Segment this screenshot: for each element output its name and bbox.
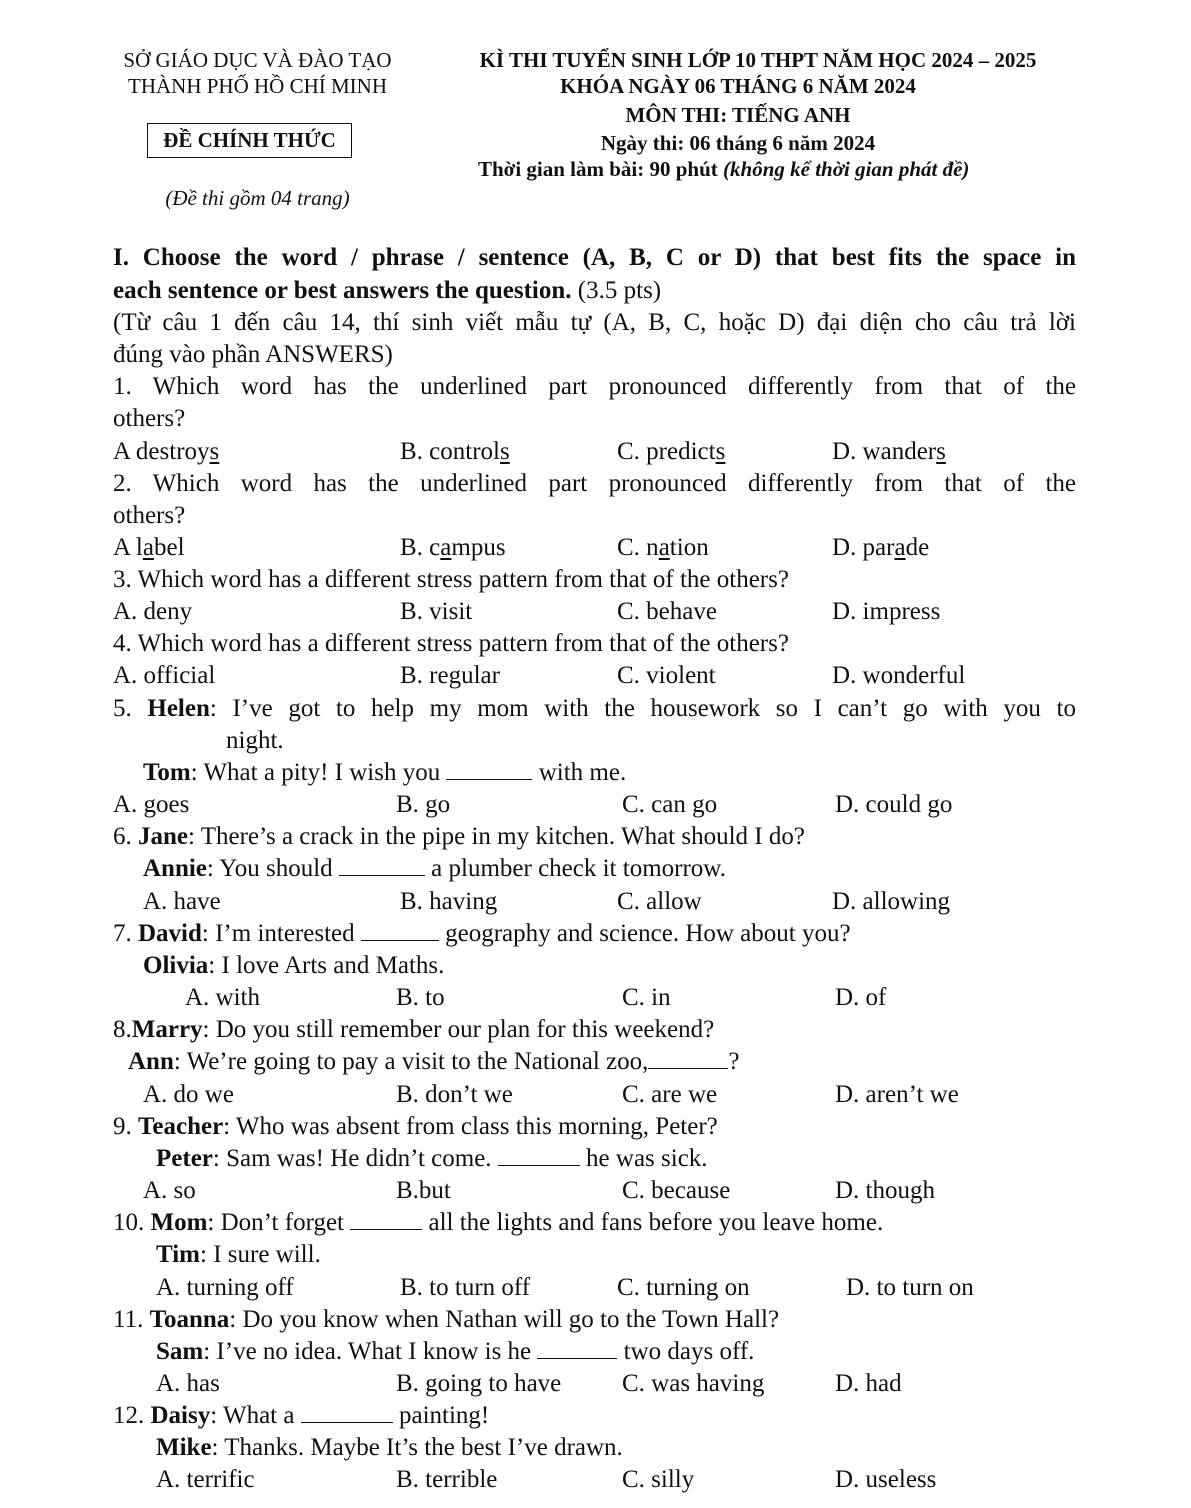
q5-line-1b: night. <box>226 727 284 754</box>
q5-speaker-helen: Helen <box>147 695 210 722</box>
q12-line-2: Mike: Thanks. Maybe It’s the best I’ve drawn. <box>156 1434 623 1461</box>
exam-time <box>478 157 969 182</box>
q9-option-b: B.but <box>396 1177 451 1204</box>
q2-option-c: C. nation <box>617 534 709 561</box>
q9-option-a: A. so <box>143 1177 196 1204</box>
q8-speaker-marry: Marry <box>131 1016 203 1043</box>
q5-line-2: Tom: What a pity! I wish you with me. <box>143 759 627 786</box>
q5-speaker-tom: Tom <box>143 759 191 786</box>
q5-option-d: D. could go <box>835 791 953 818</box>
q5-option-c: C. can go <box>622 791 718 818</box>
exam-time-note: (không kể thời gian phát đề) <box>723 157 970 181</box>
q9-line-1: 9. Teacher: Who was absent from class this morning, Peter? <box>113 1113 718 1140</box>
q12-option-c: C. silly <box>622 1466 695 1493</box>
q1-stem-line-1: 1. Which word has the underlined part pronounced differently from that of the <box>113 373 1076 400</box>
q8-line-1: 8.Marry: Do you still remember our plan for this weekend? <box>113 1016 715 1043</box>
q6-blank <box>339 857 425 876</box>
q12-speaker-mike: Mike <box>156 1434 212 1461</box>
q4-option-c: C. violent <box>617 662 716 689</box>
q7-option-c: C. in <box>622 984 671 1011</box>
q2-option-b: B. campus <box>400 534 506 561</box>
department-line-2: THÀNH PHỐ HỒ CHÍ MINH <box>128 74 387 98</box>
q6-line-2: Annie: You should a plumber check it tomorrow. <box>143 855 726 882</box>
q7-blank <box>361 922 439 941</box>
q10-option-a: A. turning off <box>156 1274 294 1301</box>
q9-option-d: D. though <box>835 1177 935 1204</box>
q2-option-d: D. parade <box>832 534 930 561</box>
section-title-line-2 <box>113 277 661 305</box>
q2-stem-line-2: others? <box>113 502 186 529</box>
q6-option-c: C. allow <box>617 888 702 915</box>
q1-option-c: C. predicts <box>617 438 726 465</box>
q9-blank <box>498 1147 580 1166</box>
q5-option-a: A. goes <box>113 791 190 818</box>
q8-speaker-ann: Ann <box>128 1048 174 1075</box>
q1-option-b: B. controls <box>400 438 510 465</box>
q10-blank <box>350 1211 422 1230</box>
exam-date: Ngày thi: 06 tháng 6 năm 2024 <box>600 131 876 155</box>
q12-speaker-daisy: Daisy <box>150 1402 211 1429</box>
q8-line-2: Ann: We’re going to pay a visit to the National zoo, ? <box>128 1048 740 1075</box>
q11-speaker-sam: Sam <box>156 1338 204 1365</box>
q4-option-b: B. regular <box>400 662 500 689</box>
q11-option-a: A. has <box>156 1370 220 1397</box>
section-instruction-line-2: đúng vào phần ANSWERS) <box>113 341 393 368</box>
q4-option-d: D. wonderful <box>832 662 966 689</box>
q7-option-a: A. with <box>185 984 260 1011</box>
q8-option-b: B. don’t we <box>396 1081 513 1108</box>
q1-option-d: D. wanders <box>832 438 946 465</box>
q3-stem: 3. Which word has a different stress pattern from that of the others? <box>113 566 789 593</box>
q8-option-a: A. do we <box>143 1081 234 1108</box>
q5-option-b: B. go <box>396 791 451 818</box>
q9-option-c: C. because <box>622 1177 731 1204</box>
q2-option-a: A label <box>113 534 185 561</box>
q12-blank <box>301 1404 393 1423</box>
section-title-bold: each sentence or best answers the question. <box>113 277 572 304</box>
q10-option-d: D. to turn on <box>846 1274 974 1301</box>
q12-option-a: A. terrific <box>156 1466 255 1493</box>
q3-option-b: B. visit <box>400 598 473 625</box>
q2-stem-line-1: 2. Which word has the underlined part pronounced differently from that of the <box>113 470 1076 497</box>
q5-blank <box>446 761 532 780</box>
q9-speaker-peter: Peter <box>156 1145 213 1172</box>
q11-option-d: D. had <box>835 1370 902 1397</box>
q10-line-1: 10. Mom: Don’t forget all the lights and fans before you leave home. <box>113 1209 884 1236</box>
q11-speaker-toanna: Toanna <box>149 1306 230 1333</box>
q5-line-1: 5. Helen: I’ve got to help my mom with the housework so I can’t go with you to <box>113 695 1076 722</box>
q3-option-d: D. impress <box>832 598 941 625</box>
q10-speaker-tim: Tim <box>156 1241 200 1268</box>
q9-line-2: Peter: Sam was! He didn’t come. he was sick. <box>156 1145 708 1172</box>
q11-line-2: Sam: I’ve no idea. What I know is he two days off. <box>156 1338 755 1365</box>
pages-note: (Đề thi gồm 04 trang) <box>165 186 350 210</box>
q6-option-b: B. having <box>400 888 498 915</box>
exam-title: KÌ THI TUYỂN SINH LỚP 10 THPT NĂM HỌC 2024 – 2025 <box>479 48 1037 72</box>
section-title-line-1: I. Choose the word / phrase / sentence (A, B, C or D) that best fits the space in <box>113 244 1076 271</box>
department-line-1: SỞ GIÁO DỤC VÀ ĐÀO TẠO <box>123 48 392 72</box>
q6-line-1: 6. Jane: There’s a crack in the pipe in my kitchen. What should I do? <box>113 823 805 850</box>
q7-speaker-david: David <box>138 920 202 947</box>
exam-subject: MÔN THI: TIẾNG ANH <box>625 103 851 127</box>
q8-blank <box>648 1050 728 1069</box>
q4-option-a: A. official <box>113 662 216 689</box>
q3-option-a: A. deny <box>113 598 193 625</box>
exam-session: KHÓA NGÀY 06 THÁNG 6 NĂM 2024 <box>560 74 916 98</box>
q8-option-c: C. are we <box>622 1081 718 1108</box>
exam-time-label: Thời gian làm bài: 90 phút <box>478 157 718 181</box>
q7-speaker-olivia: Olivia <box>143 952 209 979</box>
q7-option-d: D. of <box>835 984 887 1011</box>
q11-option-c: C. was having <box>622 1370 765 1397</box>
q6-speaker-annie: Annie <box>143 855 207 882</box>
q7-line-2: Olivia: I love Arts and Maths. <box>143 952 445 979</box>
q8-option-d: D. aren’t we <box>835 1081 959 1108</box>
q1-stem-line-2: others? <box>113 405 186 432</box>
q10-option-b: B. to turn off <box>400 1274 531 1301</box>
q11-line-1: 11. Toanna: Do you know when Nathan will go to the Town Hall? <box>113 1306 780 1333</box>
q6-option-a: A. have <box>143 888 221 915</box>
q7-line-1: 7. David: I’m interested geography and science. How about you? <box>113 920 851 947</box>
official-exam-badge: ĐỀ CHÍNH THỨC <box>147 123 352 158</box>
q10-option-c: C. turning on <box>617 1274 750 1301</box>
q12-option-d: D. useless <box>835 1466 937 1493</box>
section-instruction-line-1: (Từ câu 1 đến câu 14, thí sinh viết mẫu tự (A, B, C, hoặc D) đại diện cho câu trả lời <box>113 309 1076 336</box>
q7-option-b: B. to <box>396 984 445 1011</box>
section-points: (3.5 pts) <box>571 277 662 304</box>
q11-option-b: B. going to have <box>396 1370 562 1397</box>
q12-option-b: B. terrible <box>396 1466 498 1493</box>
q10-speaker-mom: Mom <box>150 1209 208 1236</box>
q1-option-a: A destroys <box>113 438 220 465</box>
q12-line-1: 12. Daisy: What a painting! <box>113 1402 490 1429</box>
q6-speaker-jane: Jane <box>138 823 188 850</box>
q10-line-2: Tim: I sure will. <box>156 1241 321 1268</box>
q9-speaker-teacher: Teacher <box>138 1113 224 1140</box>
q11-blank <box>537 1340 617 1359</box>
q3-option-c: C. behave <box>617 598 717 625</box>
q4-stem: 4. Which word has a different stress pattern from that of the others? <box>113 630 789 657</box>
q6-option-d: D. allowing <box>832 888 951 915</box>
